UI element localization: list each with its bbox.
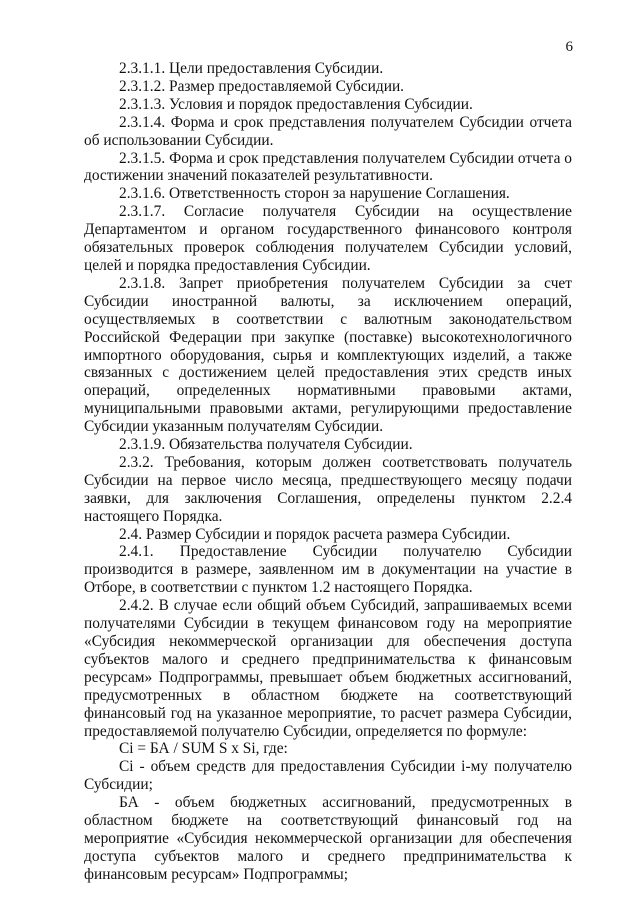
paragraph-2-4-2: 2.4.2. В случае если общий объем Субсидий, запрашиваемых всеми получателями Субсидии в текущем финансовом году на мероприятие «Субсидия некоммерческой организации для обеспечения доступа субъектов малого и среднего предпринимательства к финансовым ресурсам» Подпрограммы, превышает объем бюджетных ассигнований, предусмотренных в областном бюджете на соответствующий финансовый год на указанное мероприятие, то расчет размера Субсидии, предоставляемой получателю Субсидии, определяется по формуле: <box>84 597 572 740</box>
definition-ba: БА - объем бюджетных ассигнований, предусмотренных в областном бюджете на соответствующий финансовый год на мероприятие «Субсидия некоммерческой организации для обеспечения доступа субъектов малого и среднего предпринимательства к финансовым ресурсам» Подпрограммы; <box>84 794 572 883</box>
paragraph-2-3-1-4: 2.3.1.4. Форма и срок представления получателем Субсидии отчета об использовании Субсидии. <box>84 113 572 149</box>
document-body <box>84 60 572 884</box>
paragraph-2-3-1-2: 2.3.1.2. Размер предоставляемой Субсидии. <box>119 77 405 95</box>
paragraph-2-3-1-5: 2.3.1.5. Форма и срок представления получателем Субсидии отчета о достижении значений показателей результативности. <box>84 149 572 185</box>
formula-line: Ci = БА / SUM S x Si, где: <box>119 740 288 758</box>
paragraph-2-3-1-3: 2.3.1.3. Условия и порядок предоставления Субсидии. <box>119 95 473 113</box>
paragraph-2-3-1-9: 2.3.1.9. Обязательства получателя Субсидии. <box>119 436 413 454</box>
paragraph-2-3-1-1: 2.3.1.1. Цели предоставления Субсидии. <box>119 60 384 77</box>
paragraph-2-4: 2.4. Размер Субсидии и порядок расчета размера Субсидии. <box>119 525 511 543</box>
paragraph-2-3-1-6: 2.3.1.6. Ответственность сторон за нарушение Соглашения. <box>119 185 510 203</box>
page-number: 6 <box>565 39 573 55</box>
paragraph-2-3-1-8: 2.3.1.8. Запрет приобретения получателем Субсидии за счет Субсидии иностранной валюты, за исключением операций, осуществляемых в соответствии с валютным законодательством Российской Федерации при закупке (поставке) высокотехнологичного импортного оборудования, сырья и комплектующих изделий, а также связанных с достижением целей предоставления этих средств иных операций, определенных нормативными правовыми актами, муниципальными правовыми актами, регулирующими предоставление Субсидии указанным получателям Субсидии. <box>84 274 572 436</box>
paragraph-2-4-1: 2.4.1. Предоставление Субсидии получателю Субсидии производится в размере, заявленном им в документации на участие в Отборе, в соответствии с пунктом 1.2 настоящего Порядка. <box>84 543 572 597</box>
definition-ci: Ci - объем средств для предоставления Субсидии i-му получателю Субсидии; <box>84 758 572 794</box>
paragraph-2-3-1-7: 2.3.1.7. Согласие получателя Субсидии на осуществление Департаментом и органом государственного финансового контроля обязательных проверок соблюдения получателем Субсидии условий, целей и порядка предоставления Субсидии. <box>84 203 572 274</box>
paragraph-2-3-2: 2.3.2. Требования, которым должен соответствовать получатель Субсидии на первое число месяца, предшествующего месяцу подачи заявки, для заключения Соглашения, определены пунктом 2.2.4 настоящего Порядка. <box>84 453 572 525</box>
